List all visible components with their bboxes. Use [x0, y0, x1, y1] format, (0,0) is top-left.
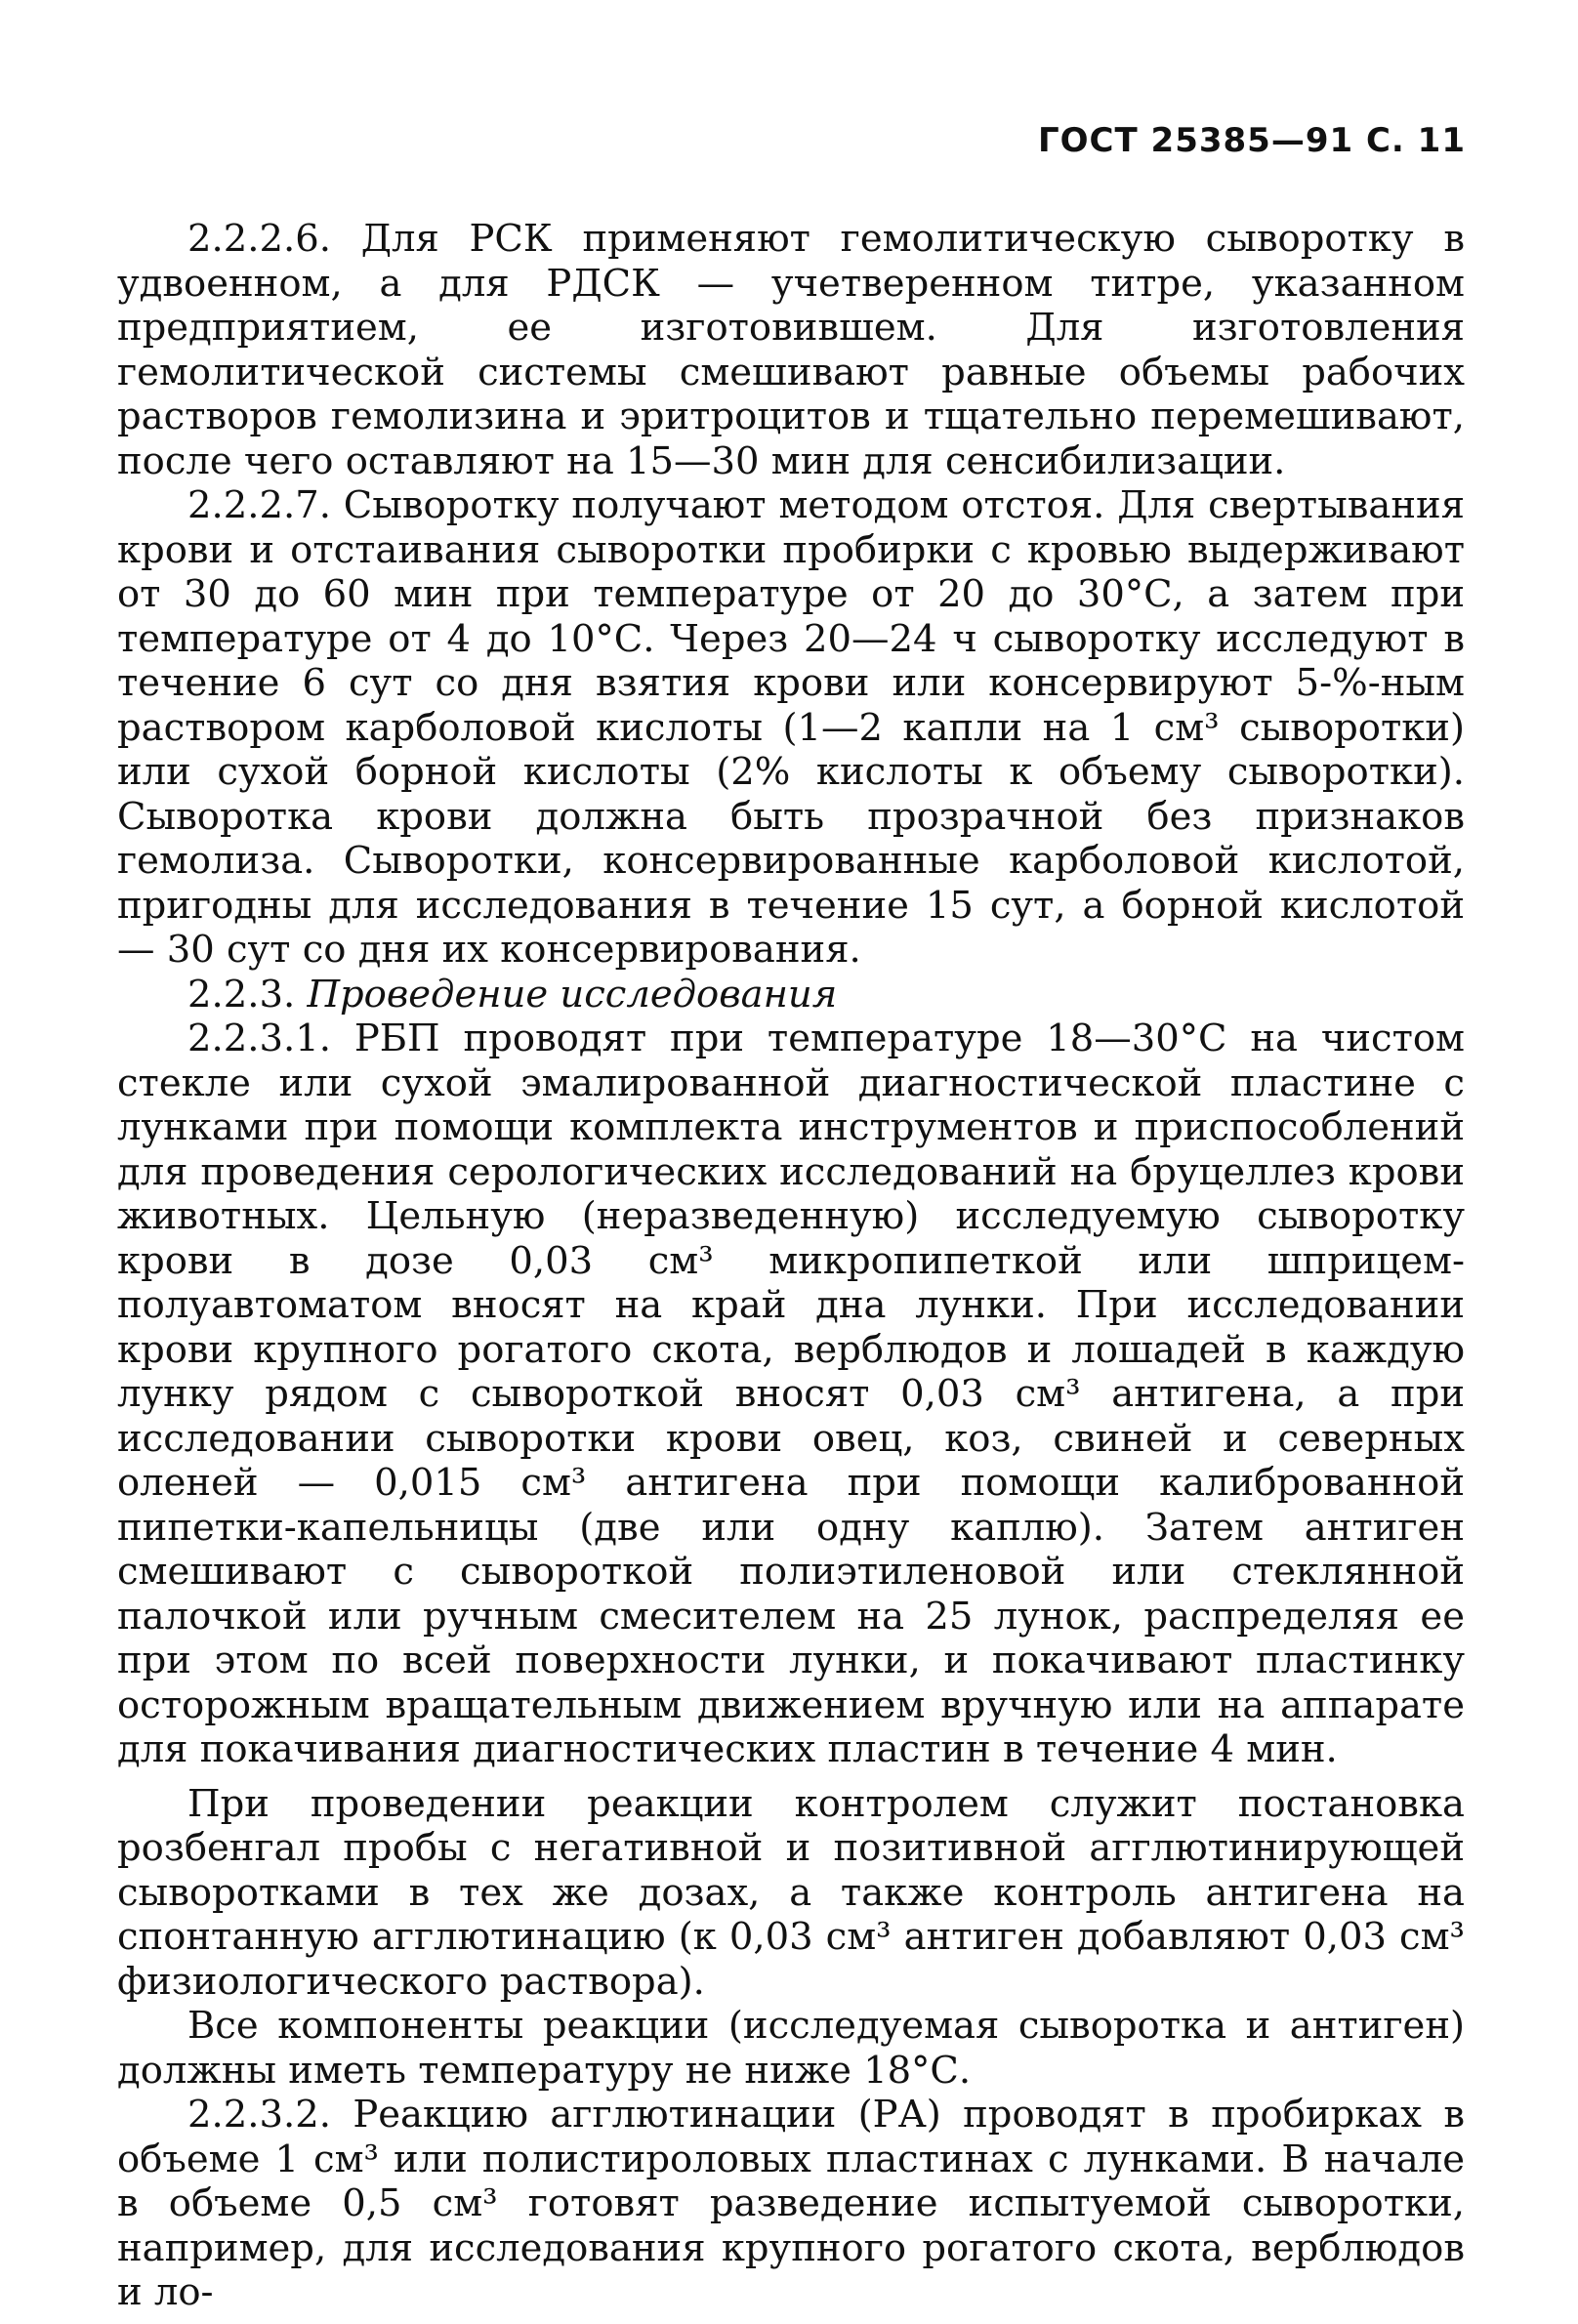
paragraph-components: Все компоненты реакции (исследуемая сыворотка и антиген) должны иметь температуру не ниже 18°С. [117, 2004, 1465, 2093]
section-number: 2.2.3. [187, 972, 296, 1017]
paragraph-2-2-3-1: 2.2.3.1. РБП проводят при температуре 18—30°С на чистом стекле или сухой эмалированной диагностической пластине с лунками при помощи комплекта инструментов и приспособлений для проведения серологических исследований на бруцеллез крови животных. Цельную (неразведенную) исследуемую сыворотку крови в дозе 0,03 см³ микропипеткой или шприцем-полуавтоматом вносят на край дна лунки. При исследовании крови крупного рогатого скота, верблюдов и лошадей в каждую лунку рядом с сывороткой вносят 0,03 см³ антигена, а при исследовании сыворотки крови овец, коз, свиней и северных оленей — 0,015 см³ антигена при помощи калиброванной пипетки-капельницы (две или одну каплю). Затем антиген смешивают с сывороткой полиэтиленовой или стеклянной палочкой или ручным смесителем на 25 лунок, распределяя ее при этом по всей поверхности лунки, и покачивают пластинку осторожным вращательным движением вручную или на аппарате для покачивания диагностических пластин в течение 4 мин. [117, 1017, 1465, 1771]
paragraph-2-2-2-7: 2.2.2.7. Сыворотку получают методом отстоя. Для свертывания крови и отстаивания сыворотки пробирки с кровью выдерживают от 30 до 60 мин при температуре от 20 до 30°С, а затем при температуре от 4 до 10°С. Через 20—24 ч сыворотку исследуют в течение 6 сут со дня взятия крови или консервируют 5-%-ным раствором карболовой кислоты (1—2 капли на 1 см³ сыворотки) или сухой борной кислоты (2% кислоты к объему сыворотки). Сыворотка крови должна быть прозрачной без признаков гемолиза. Сыворотки, консервированные карболовой кислотой, пригодны для исследования в течение 15 сут, а борной кислотой — 30 сут со дня их консервирования. [117, 483, 1465, 972]
paragraph-2-2-2-6: 2.2.2.6. Для РСК применяют гемолитическую сыворотку в удвоенном, а для РДСК — учетверенном титре, указанном предприятием, ее изготовившем. Для изготовления гемолитической системы смешивают равные объемы рабочих растворов гемолизина и эритроцитов и тщательно перемешивают, после чего оставляют на 15—30 мин для сенсибилизации. [117, 217, 1465, 483]
paragraph-control: При проведении реакции контролем служит постановка розбенгал пробы с негативной и позитивной агглютинирующей сыворотками в тех же дозах, а также контроль антигена на спонтанную агглютинацию (к 0,03 см³ антиген добавляют 0,03 см³ физиологического раствора). [117, 1781, 1465, 2004]
body-text [117, 217, 1465, 2315]
section-title: Проведение исследования [307, 972, 838, 1017]
running-header: ГОСТ 25385—91 С. 11 [1037, 121, 1466, 160]
section-heading-2-2-3 [117, 973, 1465, 1017]
paragraph-2-2-3-2: 2.2.3.2. Реакцию агглютинации (РА) проводят в пробирках в объеме 1 см³ или полистироловых пластинах с лунками. В начале в объеме 0,5 см³ готовят разведение испытуемой сыворотки, например, для исследования крупного рогатого скота, верблюдов и ло- [117, 2093, 1465, 2314]
